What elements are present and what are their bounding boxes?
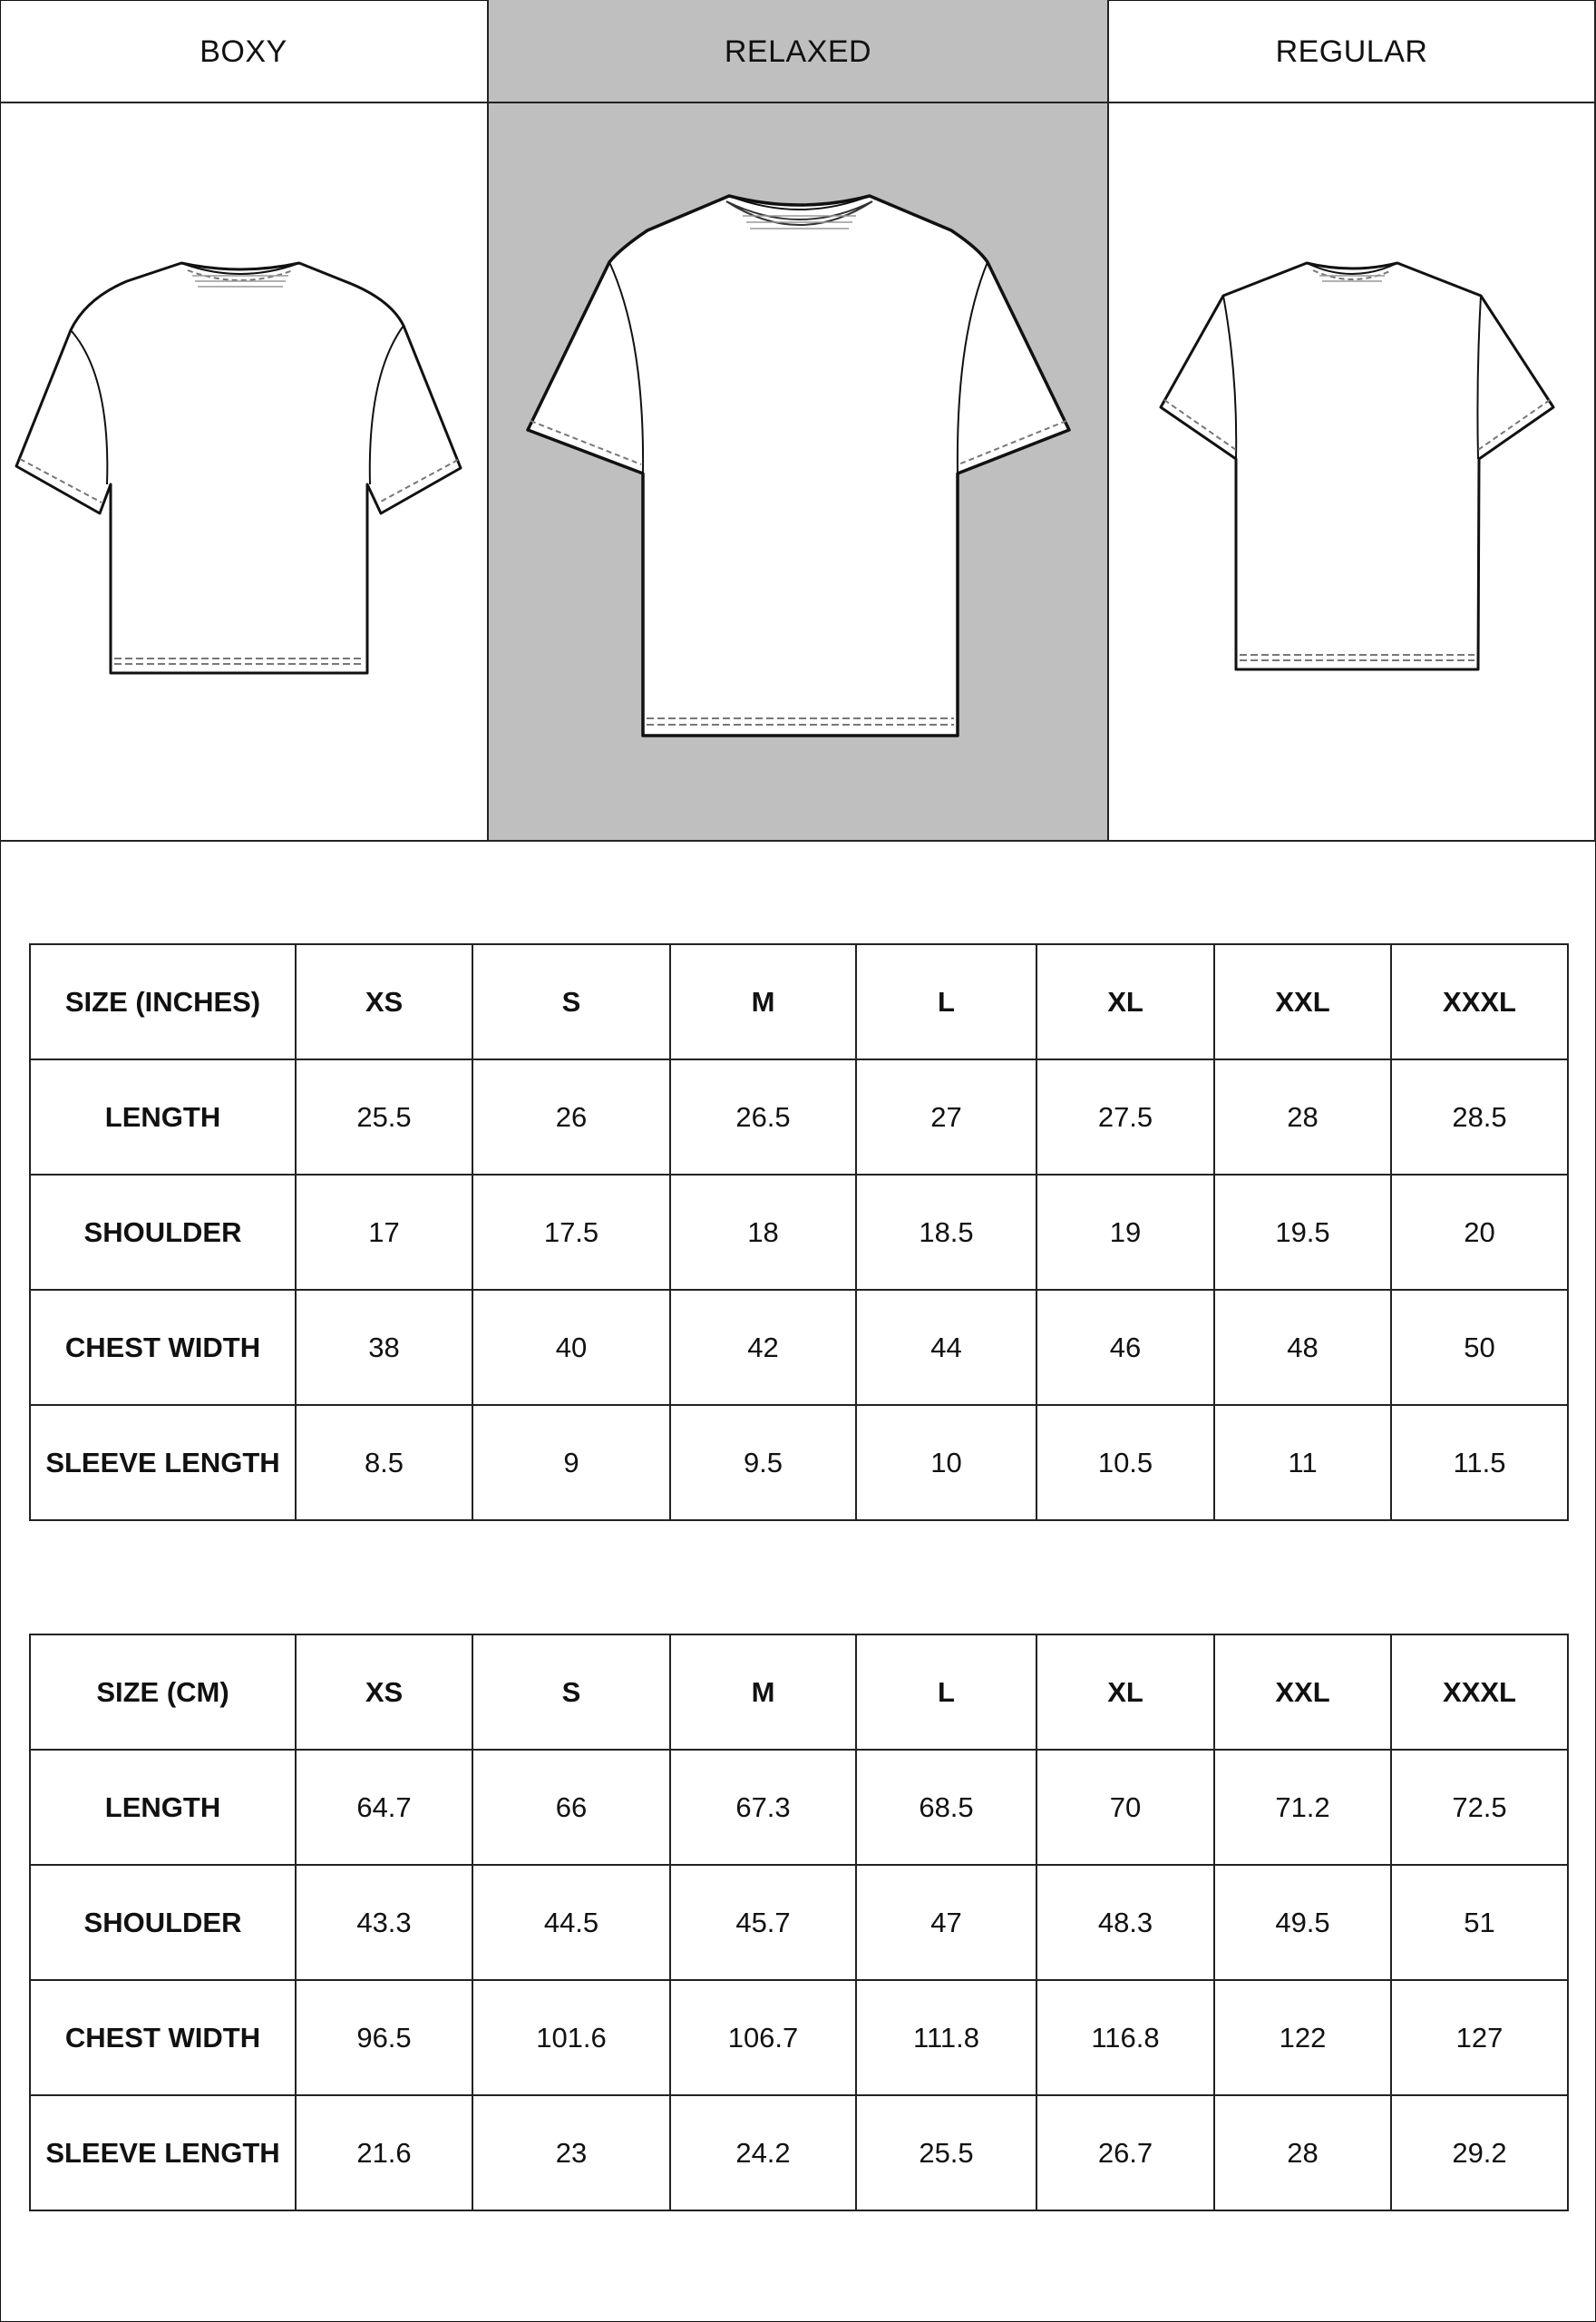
table-cell: 49.5 <box>1214 1865 1391 1980</box>
table-cell: 18 <box>670 1175 856 1290</box>
size-chart-cm <box>29 1634 1569 2211</box>
table-cell: 45.7 <box>670 1865 856 1980</box>
table-cell: 21.6 <box>296 2095 472 2210</box>
table-cell: 42 <box>670 1290 856 1405</box>
table-cell: 20 <box>1391 1175 1568 1290</box>
table-cell: 10 <box>856 1405 1036 1520</box>
header-cell: L <box>856 1634 1036 1750</box>
table-cell: 44.5 <box>472 1865 670 1980</box>
table-cell: 66 <box>472 1750 670 1865</box>
header-cell: SIZE (INCHES) <box>30 944 296 1059</box>
table-cell: 96.5 <box>296 1980 472 2095</box>
table-cell: 26.7 <box>1036 2095 1214 2210</box>
table-cell: 122 <box>1214 1980 1391 2095</box>
row-label: LENGTH <box>30 1059 296 1175</box>
table-cell: 25.5 <box>296 1059 472 1175</box>
table-cell: 48.3 <box>1036 1865 1214 1980</box>
table-cell: 27 <box>856 1059 1036 1175</box>
row-label: SHOULDER <box>30 1865 296 1980</box>
table-cell: 8.5 <box>296 1405 472 1520</box>
table-cell: 38 <box>296 1290 472 1405</box>
table-cell: 51 <box>1391 1865 1568 1980</box>
header-cell: S <box>472 944 670 1059</box>
fit-label-regular: REGULAR <box>1109 0 1594 103</box>
row-label: CHEST WIDTH <box>30 1290 296 1405</box>
header-cell: XXXL <box>1391 944 1568 1059</box>
table-cell: 111.8 <box>856 1980 1036 2095</box>
table-cell: 28 <box>1214 2095 1391 2210</box>
header-cell: M <box>670 944 856 1059</box>
tshirt-boxy-icon <box>0 103 489 840</box>
table-row <box>30 1865 1568 1980</box>
table-cell: 10.5 <box>1036 1405 1214 1520</box>
table-cell: 19.5 <box>1214 1175 1391 1290</box>
table-cell: 18.5 <box>856 1175 1036 1290</box>
table-cell: 50 <box>1391 1290 1568 1405</box>
fit-label-relaxed: RELAXED <box>489 0 1107 103</box>
table-cell: 106.7 <box>670 1980 856 2095</box>
table-row <box>30 1405 1568 1520</box>
table-cell: 67.3 <box>670 1750 856 1865</box>
row-label: CHEST WIDTH <box>30 1980 296 2095</box>
table-cell: 127 <box>1391 1980 1568 2095</box>
table-cell: 68.5 <box>856 1750 1036 1865</box>
table-cell: 17 <box>296 1175 472 1290</box>
row-label: SLEEVE LENGTH <box>30 1405 296 1520</box>
table-cell: 25.5 <box>856 2095 1036 2210</box>
table-cell: 23 <box>472 2095 670 2210</box>
table-cell: 9.5 <box>670 1405 856 1520</box>
table-cell: 11.5 <box>1391 1405 1568 1520</box>
table-cell: 17.5 <box>472 1175 670 1290</box>
row-label: SHOULDER <box>30 1175 296 1290</box>
table-cell: 48 <box>1214 1290 1391 1405</box>
header-cell: XL <box>1036 1634 1214 1750</box>
table-cell: 44 <box>856 1290 1036 1405</box>
row-label: LENGTH <box>30 1750 296 1865</box>
header-cell: XXL <box>1214 944 1391 1059</box>
table-cell: 72.5 <box>1391 1750 1568 1865</box>
row-label: SLEEVE LENGTH <box>30 2095 296 2210</box>
table-cell: 71.2 <box>1214 1750 1391 1865</box>
table-cell: 19 <box>1036 1175 1214 1290</box>
table-cell: 40 <box>472 1290 670 1405</box>
table-cell: 24.2 <box>670 2095 856 2210</box>
table-cell: 27.5 <box>1036 1059 1214 1175</box>
table-cell: 64.7 <box>296 1750 472 1865</box>
table-cell: 116.8 <box>1036 1980 1214 2095</box>
table-cell: 28.5 <box>1391 1059 1568 1175</box>
header-cell: SIZE (CM) <box>30 1634 296 1750</box>
table-header-row <box>30 944 1568 1059</box>
table-row <box>30 1980 1568 2095</box>
fit-label-boxy: BOXY <box>0 0 487 103</box>
tshirt-regular-icon <box>1109 103 1596 840</box>
table-header-row <box>30 1634 1568 1750</box>
table-row <box>30 1750 1568 1865</box>
table-cell: 43.3 <box>296 1865 472 1980</box>
table-cell: 47 <box>856 1865 1036 1980</box>
table-cell: 9 <box>472 1405 670 1520</box>
table-row <box>30 1059 1568 1175</box>
fit-column-boxy <box>0 0 489 842</box>
header-cell: M <box>670 1634 856 1750</box>
fit-column-regular <box>1109 0 1596 842</box>
tshirt-relaxed-icon <box>489 103 1109 840</box>
fit-comparison-panel <box>0 0 1596 842</box>
table-cell: 29.2 <box>1391 2095 1568 2210</box>
fit-column-relaxed <box>489 0 1109 842</box>
table-cell: 46 <box>1036 1290 1214 1405</box>
table-row <box>30 2095 1568 2210</box>
header-cell: XXXL <box>1391 1634 1568 1750</box>
table-row <box>30 1290 1568 1405</box>
panel-divider <box>0 840 1596 842</box>
header-cell: XXL <box>1214 1634 1391 1750</box>
header-cell: XS <box>296 1634 472 1750</box>
header-cell: XL <box>1036 944 1214 1059</box>
table-cell: 11 <box>1214 1405 1391 1520</box>
header-cell: L <box>856 944 1036 1059</box>
table-cell: 26.5 <box>670 1059 856 1175</box>
size-chart-inches <box>29 943 1569 1521</box>
table-cell: 28 <box>1214 1059 1391 1175</box>
table-row <box>30 1175 1568 1290</box>
header-cell: XS <box>296 944 472 1059</box>
header-cell: S <box>472 1634 670 1750</box>
table-cell: 70 <box>1036 1750 1214 1865</box>
table-cell: 101.6 <box>472 1980 670 2095</box>
table-cell: 26 <box>472 1059 670 1175</box>
